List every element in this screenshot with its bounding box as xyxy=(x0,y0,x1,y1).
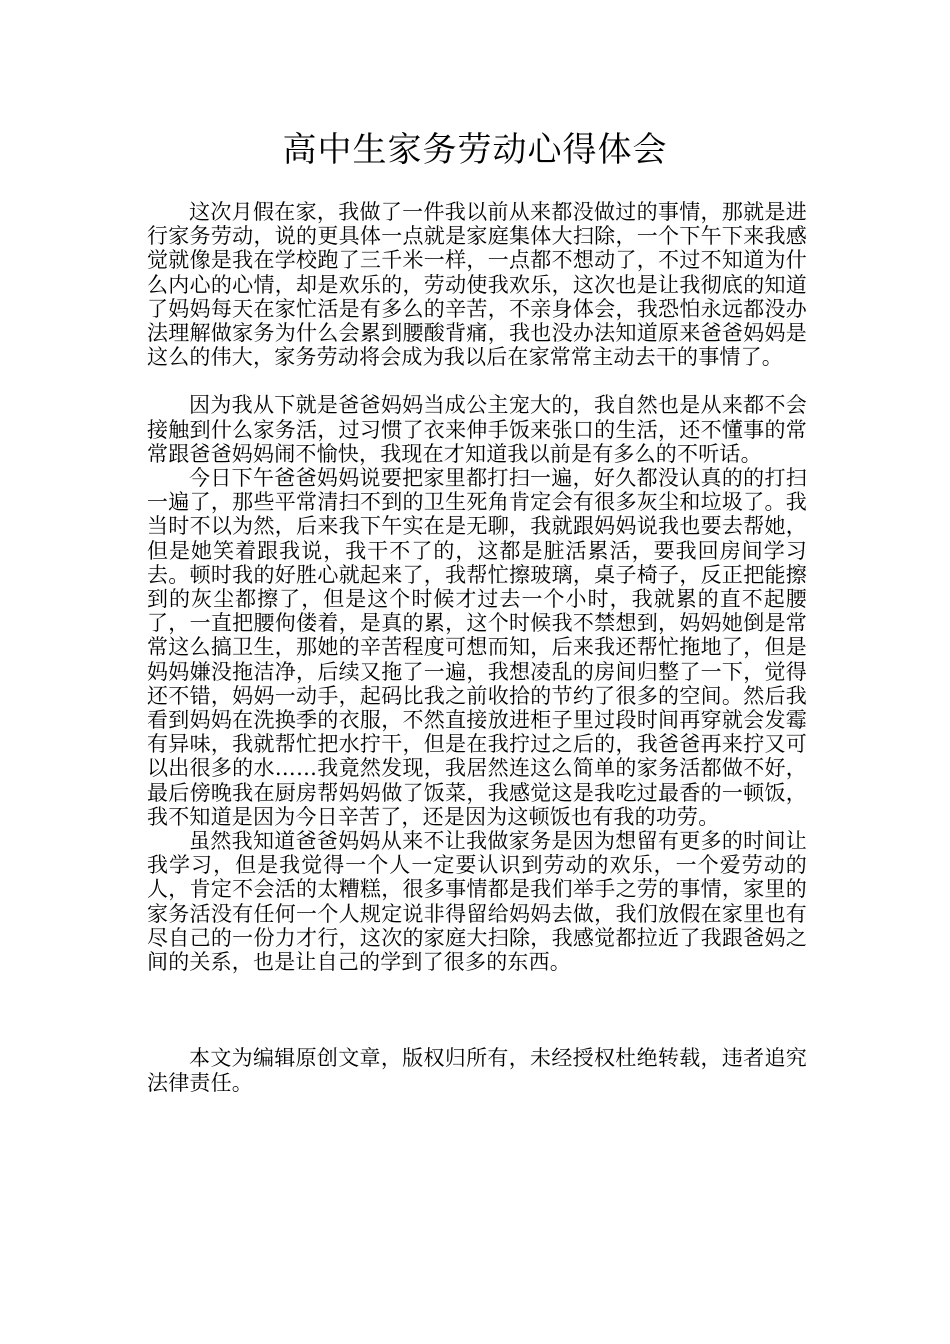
page-title: 高中生家务劳动心得体会 xyxy=(282,130,668,170)
paragraph-1: 这次月假在家，我做了一件我以前从来都没做过的事情，那就是进行家务劳动，说的更具体一点就是家庭集体大扫除，一个下午下来我感觉就像是我在学校跑了三千米一样，一点都不想动了，不过不知道为什么内心的心情，却是欢乐的，劳动使我欢乐，这次也是让我彻底的知道了妈妈每天在家忙活是有多么的辛苦，不亲身体会，我恐怕永远都没办法理解做家务为什么会累到腰酸背痛，我也没办法知道原来爸爸妈妈是这么的伟大，家务劳动将会成为我以后在家常常主动去干的事情了。 xyxy=(147,200,807,370)
copyright-notice: 本文为编辑原创文章，版权归所有，未经授权杜绝转载，违者追究法律责任。 xyxy=(147,1046,807,1095)
paragraph-2: 因为我从下就是爸爸妈妈当成公主宠大的，我自然也是从来都不会接触到什么家务活，过习惯了衣来伸手饭来张口的生活，还不懂事的常常跟爸爸妈妈闹不愉快，我现在才知道我以前是有多么的不听话。 xyxy=(147,393,807,466)
paragraph-3: 今日下午爸爸妈妈说要把家里都打扫一遍，好久都没认真的的打扫一遍了，那些平常清扫不到的卫生死角肯定会有很多灰尘和垃圾了。我当时不以为然，后来我下午实在是无聊，我就跟妈妈说我也要去帮她，但是她笑着跟我说，我干不了的，这都是脏活累活，要我回房间学习去。顿时我的好胜心就起来了，我帮忙擦玻璃，桌子椅子，反正把能擦到的灰尘都擦了，但是这个时候才过去一个小时，我就累的直不起腰了，一直把腰佝偻着，是真的累，这个时候我不禁想到，妈妈她倒是常常这么搞卫生，那她的辛苦程度可想而知，后来我还帮忙拖地了，但是妈妈嫌没拖洁净，后续又拖了一遍，我想凌乱的房间归整了一下，觉得还不错，妈妈一动手，起码比我之前收拾的节约了很多的空间。然后我看到妈妈在洗换季的衣服，不然直接放进柜子里过段时间再穿就会发霉有异味，我就帮忙把水拧干，但是在我拧过之后的，我爸爸再来拧又可以出很多的水……我竟然发现，我居然连这么简单的家务活都做不好，最后傍晚我在厨房帮妈妈做了饭菜，我感觉这是我吃过最香的一顿饭，我不知道是因为今日辛苦了，还是因为这顿饭也有我的功劳。 xyxy=(147,466,807,829)
article-body xyxy=(147,200,807,1095)
paragraph-4: 虽然我知道爸爸妈妈从来不让我做家务是因为想留有更多的时间让我学习，但是我觉得一个人一定要认识到劳动的欢乐，一个爱劳动的人，肯定不会活的太糟糕，很多事情都是我们举手之劳的事情，家里的家务活没有任何一个人规定说非得留给妈妈去做，我们放假在家里也有尽自己的一份力才行，这次的家庭大扫除，我感觉都拉近了我跟爸妈之间的关系，也是让自己的学到了很多的东西。 xyxy=(147,829,807,975)
